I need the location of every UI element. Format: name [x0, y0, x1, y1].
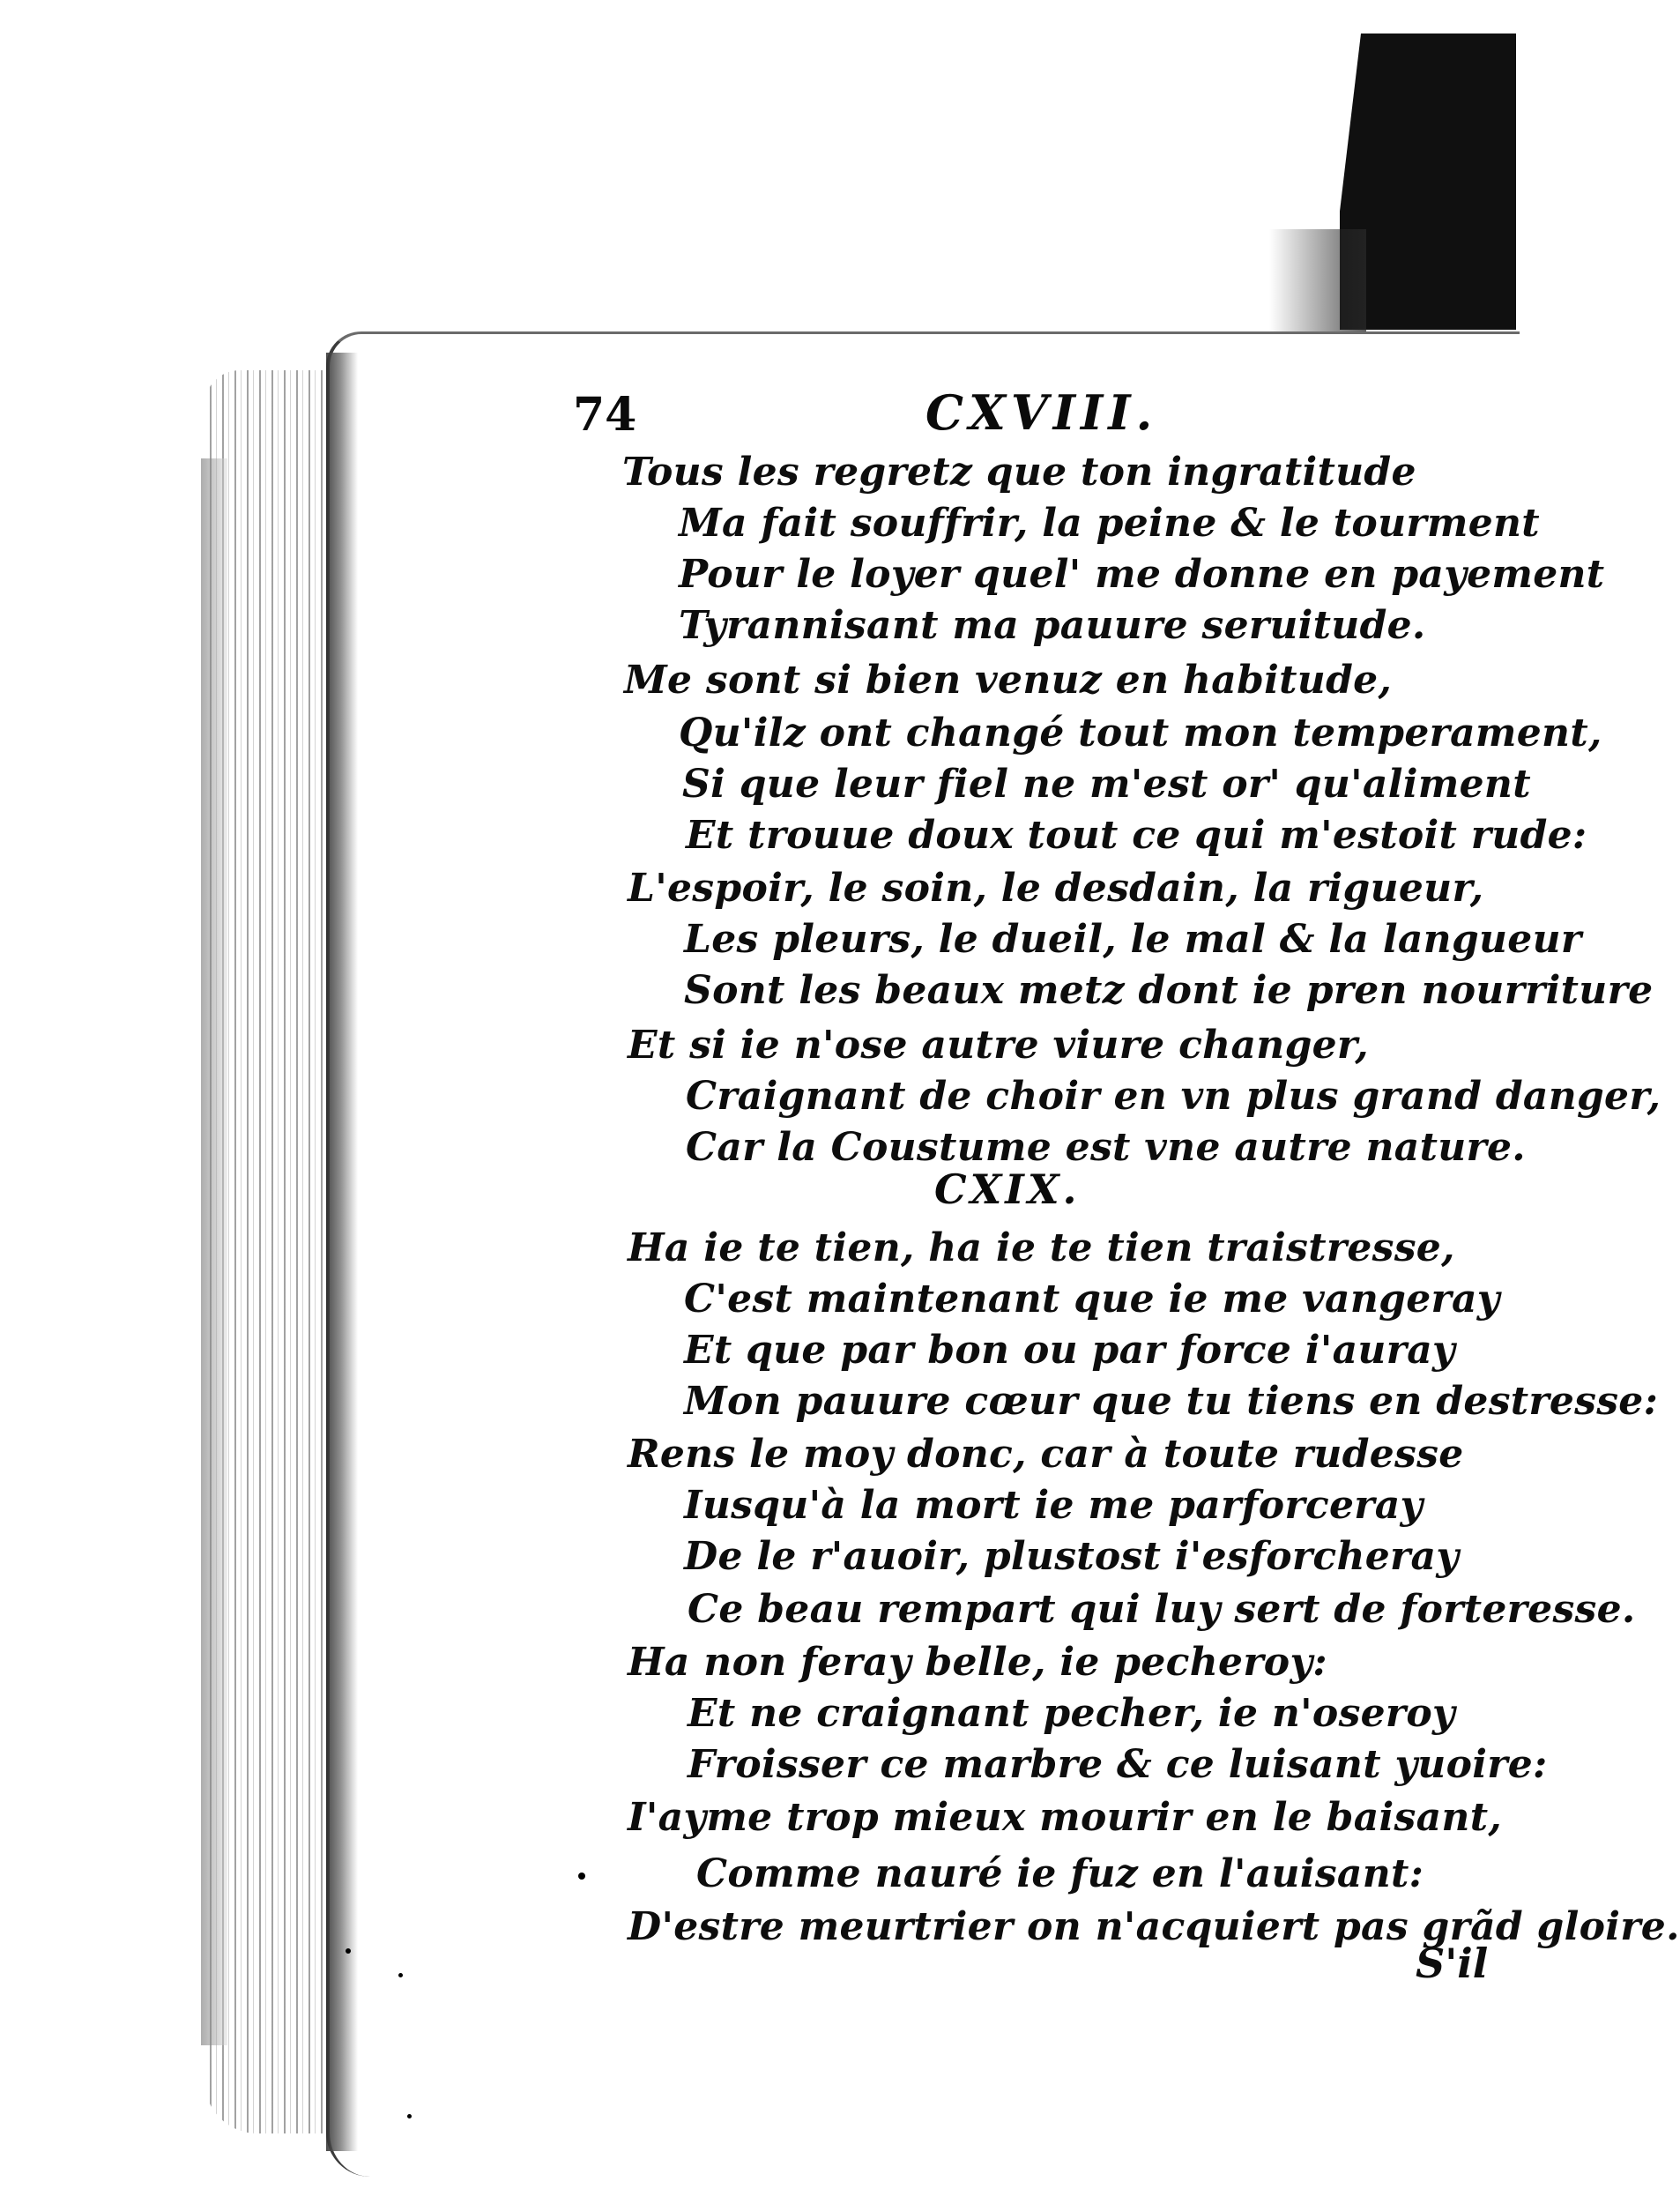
- verse-line: Rens le moy donc, car à toute rudesse: [628, 1432, 1464, 1477]
- ink-speck: [346, 1948, 351, 1954]
- verse-line: Qu'ilz ont changé tout mon temperament,: [679, 711, 1602, 756]
- sonnet-title: CXVIII.: [925, 384, 1158, 441]
- verse-line: I'ayme trop mieux mourir en le baisant,: [628, 1795, 1502, 1840]
- verse-line: Comme nauré ie fuz en l'auisant:: [696, 1851, 1424, 1896]
- verse-line: Sont les beaux metz dont ie pren nourriture: [684, 968, 1654, 1013]
- verse-line: Tous les regretz que ton ingratitude: [622, 450, 1416, 495]
- verse-line: Car la Coustume est vne autre nature.: [686, 1125, 1526, 1170]
- verse-line: Iusqu'à la mort ie me parforceray: [684, 1483, 1424, 1528]
- verse-line: Les pleurs, le dueil, le mal & la langueur: [684, 917, 1582, 962]
- verse-line: Pour le loyer quel' me donne en payement: [679, 552, 1605, 597]
- verse-line: De le r'auoir, plustost i'esforcheray: [684, 1534, 1460, 1579]
- verse-line: D'estre meurtrier on n'acquiert pas grãd gloire.: [628, 1904, 1680, 1949]
- catchword: S'il: [1416, 1940, 1489, 1987]
- verse-line: Et trouue doux tout ce qui m'estoit rude:: [686, 813, 1587, 858]
- ink-speck: [578, 1873, 585, 1880]
- verse-line: Ma fait souffrir, la peine & le tourment: [679, 501, 1540, 546]
- verse-line: Ha non feray belle, ie pecheroy:: [628, 1640, 1327, 1685]
- verse-line: Ha ie te tien, ha ie te tien traistresse,: [628, 1225, 1455, 1270]
- verse-line: Me sont si bien venuz en habitude,: [624, 658, 1393, 703]
- verse-line: Mon pauure cœur que tu tiens en destresse:: [684, 1379, 1659, 1424]
- scan-shadow-fade: [1269, 229, 1366, 335]
- verse-line: Et que par bon ou par force i'auray: [684, 1328, 1455, 1373]
- verse-line: Et ne craignant pecher, ie n'oseroy: [688, 1691, 1455, 1736]
- verse-line: Si que leur fiel ne m'est or' qu'aliment: [682, 762, 1531, 807]
- verse-line: L'espoir, le soin, le desdain, la rigueur,: [628, 866, 1484, 911]
- verse-line: Froisser ce marbre & ce luisant yuoire:: [688, 1742, 1548, 1787]
- ink-speck: [407, 2114, 412, 2118]
- ink-speck: [398, 1973, 403, 1977]
- gutter-shade: [201, 458, 227, 2045]
- verse-line: Craignant de choir en vn plus grand danger,: [686, 1074, 1661, 1119]
- verse-line: Ce beau rempart qui luy sert de forteresse.: [688, 1587, 1636, 1632]
- verse-line: Et si ie n'ose autre viure changer,: [628, 1023, 1369, 1068]
- scan-shadow-top: [1340, 34, 1516, 330]
- page-number: 74: [573, 388, 637, 442]
- verse-line: C'est maintenant que ie me vangeray: [684, 1277, 1500, 1322]
- verse-line: Tyrannisant ma pauure seruitude.: [679, 603, 1426, 648]
- spine-shadow: [326, 353, 358, 2151]
- sonnet-title: CXIX.: [934, 1165, 1081, 1213]
